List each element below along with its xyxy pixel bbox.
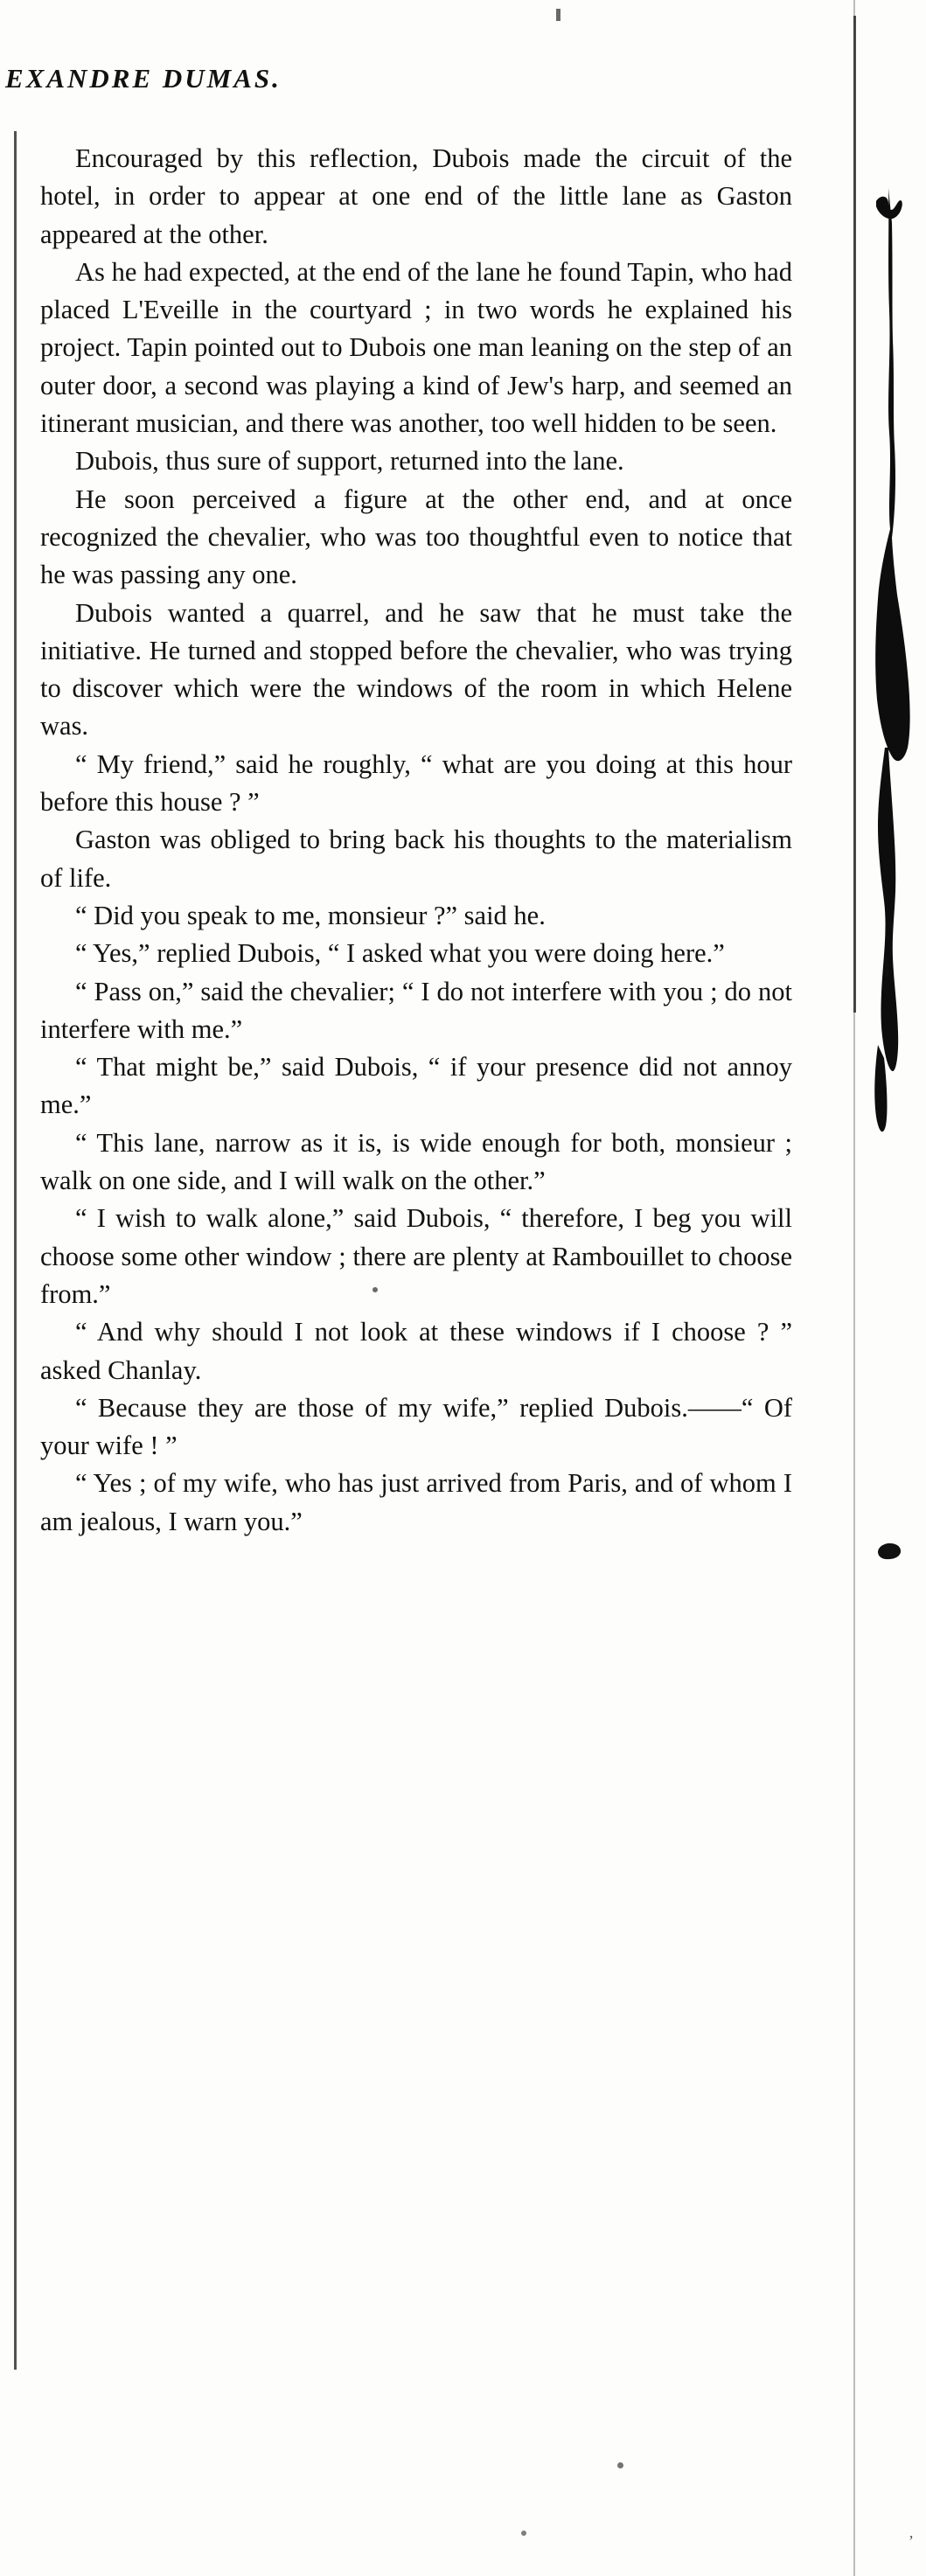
paragraph: Dubois, thus sure of support, returned into the lane. [75, 446, 624, 477]
scan-speck [372, 1287, 378, 1292]
scan-speck [556, 9, 560, 21]
paragraph: “ Yes,” replied Dubois, “ I asked what you were doing here.” [75, 938, 725, 969]
paragraph: “ Yes ; of my wife, who has just arrived from Paris, and of whom I am jealous, I warn you.” [40, 1468, 792, 1536]
scan-speck [521, 2531, 526, 2536]
paragraph: “ Because they are those of my wife,” replied Dubois.——“ Of your wife ! ” [40, 1392, 792, 1461]
paragraph: “ And why should I not look at these windows if I choose ? ” asked Chanlay. [40, 1317, 792, 1385]
paragraph: “ I wish to walk alone,” said Dubois, “ therefore, I beg you will choose some other window ; there are plenty at Rambouillet to choose from.” [40, 1203, 792, 1309]
gutter-rule [14, 131, 17, 2370]
running-head: EXANDRE DUMAS. [5, 63, 282, 94]
ink-dot [877, 1542, 902, 1561]
paragraph: He soon perceived a figure at the other end, and at once recognized the chevalier, who was too thoughtful even to notice that he was passing any one. [40, 484, 792, 590]
ink-smear [866, 188, 915, 1202]
paragraph: Gaston was obliged to bring back his thoughts to the materialism of life. [40, 825, 792, 893]
paragraph: Encouraged by this reflection, Dubois made the circuit of the hotel, in order to appear at one end of the little lane as Gaston appeared at the other. [40, 143, 792, 249]
ink-tick-mark [885, 957, 888, 977]
paragraph: “ That might be,” said Dubois, “ if your presence did not annoy me.” [40, 1052, 792, 1120]
paragraph: As he had expected, at the end of the lane he found Tapin, who had placed L'Eveille in the courtyard ; in two words he explained his project. Tapin pointed out to Dubois one man leaning on the step of an outer door, a second was playing a kind of Jew's harp, and seemed an itinerant musician, and there was another, too well hidden to be seen. [40, 256, 792, 439]
paragraph: Dubois wanted a quarrel, and he saw that he must take the initiative. He turned and stopped before the chevalier, who was trying to discover which were the windows of the room in which Helene was. [40, 597, 792, 741]
page-edge-rule-dark [853, 16, 856, 1013]
ink-hook-mark [874, 194, 904, 229]
paragraph: “ Did you speak to me, monsieur ?” said he. [75, 900, 546, 930]
paragraph: “ Pass on,” said the chevalier; “ I do not interfere with you ; do not interfere with me.” [40, 976, 792, 1044]
paragraph: “ This lane, narrow as it is, is wide enough for both, monsieur ; walk on one side, and I will walk on the other.” [40, 1127, 792, 1196]
corner-speck: ’ [909, 2532, 914, 2550]
scan-speck [617, 2462, 623, 2468]
body-text-column [40, 140, 792, 1541]
paragraph: “ My friend,” said he roughly, “ what are you doing at this hour before this house ? ” [40, 748, 792, 818]
